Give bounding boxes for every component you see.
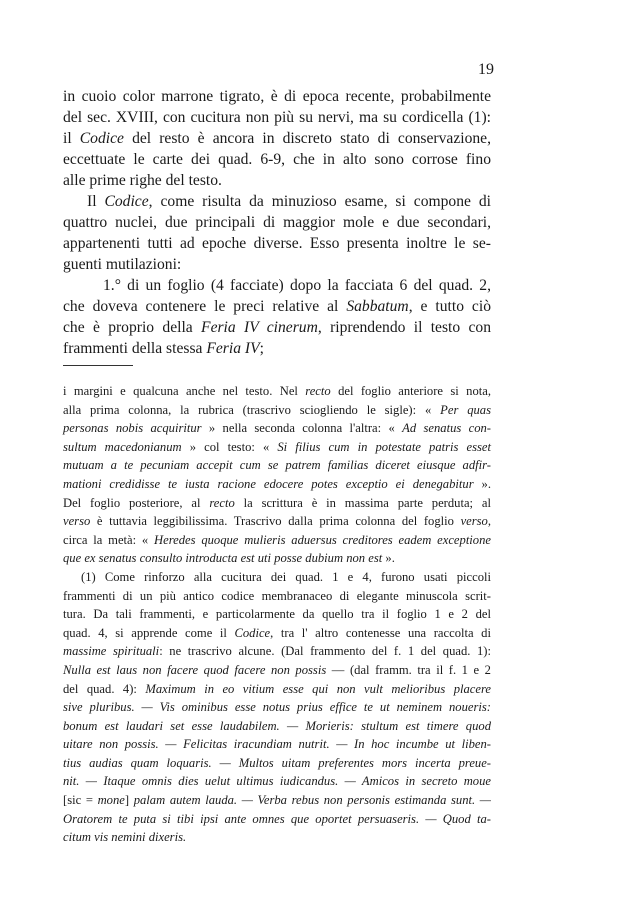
italic-run: que ex senatus consulto introducta est uti posse dubium non est: [63, 551, 383, 566]
italic-run: Per quas: [440, 402, 491, 417]
note-line: [63, 531, 491, 550]
italic-run: mationi credidisse te iusta racione edocere potes exceptio ei denegabitur: [63, 476, 474, 491]
main-line: [63, 191, 491, 212]
text-run: , tra l' altro contenesse una raccolta di: [270, 625, 491, 640]
text-run: del sec. XVIII, con cucitura non più su nervi, ma su cordicella (1):: [63, 109, 491, 126]
italic-run: tius audias quam loquaris. — Multos uitam preferentes mors incerta preue-: [63, 755, 491, 770]
text-run: » col testo: «: [181, 439, 278, 454]
italic-run: recto: [305, 384, 331, 398]
text-run: , riprendendo il testo con: [317, 319, 491, 336]
text-run: circa la metà: «: [63, 532, 155, 547]
italic-run: citum vis nemini dixeris.: [63, 830, 187, 845]
main-line: [63, 149, 491, 170]
text-run: alle prime righe del testo.: [63, 172, 222, 189]
note-line: [63, 568, 491, 587]
text-run: frammenti di un più antico codice membranaceo di elegante minuscola scrit-: [63, 588, 491, 603]
note-line: [63, 456, 491, 475]
main-line: [63, 86, 491, 107]
note-line: [63, 438, 491, 457]
note-line: [63, 587, 491, 606]
text-run: » nella seconda colonna l'altra: «: [201, 421, 403, 436]
text-run: , come risulta da minuzioso esame, si compone di: [148, 193, 491, 210]
footnote-rule: [63, 365, 133, 366]
text-run: (1) Come rinforzo alla cucitura dei quad. 1 e 4, furono usati piccoli: [81, 569, 491, 584]
main-line: [63, 296, 491, 317]
italic-run: Codice: [104, 193, 149, 210]
note-line: [63, 772, 491, 791]
italic-run: massime spirituali: [63, 644, 160, 659]
note-line: [63, 791, 491, 810]
italic-run: Ad senatus con-: [402, 421, 492, 436]
text-run: eccettuate le carte dei quad. 6-9, che in alto sono corrose fino: [63, 151, 491, 168]
note-line: [63, 512, 491, 531]
text-run: il: [63, 130, 80, 147]
italic-run: bonum est laudari set esse laudabilem. — Morieris: stultum est timere quod: [63, 718, 491, 733]
note-line: [63, 828, 491, 847]
italic-run: sultum macedonianum: [63, 439, 182, 454]
text-run: appartenenti tutti ad epoche diverse. Esso presenta inoltre le se-: [63, 235, 491, 252]
italic-run: Heredes quoque mulieris aduersus creditores eadem exceptione: [154, 532, 491, 547]
italic-run: personas nobis acquiritur: [63, 421, 202, 436]
italic-run: Codice: [79, 130, 124, 147]
main-line: [63, 128, 491, 149]
note-line: [63, 754, 491, 773]
italic-run: mone: [97, 793, 125, 808]
italic-run: Sabbatum: [346, 298, 409, 315]
italic-run: recto: [209, 495, 235, 510]
note-line: [63, 661, 491, 680]
text-run: quattro nuclei, due principali di maggior mole e due secondari,: [63, 214, 491, 231]
text-run: — (dal framm. tra il f. 1 e 2: [326, 662, 491, 677]
note-line: [63, 605, 491, 624]
page-number: 19: [478, 61, 494, 78]
text-run: 1.° di un foglio (4 facciate) dopo la facciata 6 del quad. 2,: [103, 277, 491, 294]
italic-run: Si filius cum in potestate patris esset: [277, 439, 491, 454]
main-line: [63, 338, 491, 359]
text-run: quad. 4, si apprende come il: [63, 625, 235, 640]
main-line: [63, 212, 491, 233]
note-line: [63, 401, 491, 420]
italic-run: Codice: [234, 625, 271, 640]
note-line: [63, 680, 491, 699]
text-run: del quad. 4):: [63, 681, 146, 696]
italic-run: verso: [460, 514, 488, 529]
note-line: [63, 494, 491, 513]
footnotes: [63, 382, 491, 847]
note-line: [63, 475, 491, 494]
text-run: tura. Da tali frammenti, e particolarmente da quello tra il foglio 1 e 2 del: [63, 607, 491, 622]
italic-run: Nulla est laus non facere quod facere non possis: [63, 662, 327, 677]
italic-run: mutuam a te pecuniam accepit cum se patrem familias diceret eiusque adfir-: [63, 458, 491, 473]
note-line: [63, 624, 491, 643]
note-line: [63, 382, 491, 401]
text-run: guenti mutilazioni:: [63, 256, 182, 273]
note-line: [63, 735, 491, 754]
main-line: [63, 107, 491, 128]
main-line: [63, 233, 491, 254]
text-run: ;: [259, 340, 264, 357]
text-run: in cuoio color marrone tigrato, è di epoca recente, probabilmente: [63, 88, 491, 105]
italic-run: Feria IV: [206, 340, 260, 357]
text-run: i margini e qualcuna anche nel testo. Nel: [63, 384, 306, 398]
italic-run: nit. — Itaque omnis dies uelut ultimus iudicandus. — Amicos in secreto moue: [63, 774, 491, 789]
text-run: ».: [473, 476, 491, 491]
italic-run: uitare non possis. — Felicitas iracundiam nutrit. — In hoc incumbe ut liben-: [63, 737, 491, 752]
note-line: [63, 810, 491, 829]
text-run: del foglio anteriore si nota,: [330, 384, 491, 398]
text-run: , e tutto ciò: [408, 298, 491, 315]
note-line: [63, 549, 491, 568]
text-run: [sic =: [63, 793, 98, 808]
italic-run: Feria IV cinerum: [201, 319, 318, 336]
italic-run: sive pluribus. — Vis ominibus esse notus prius effice te ut neminem noueris:: [63, 700, 491, 715]
main-line: [63, 254, 491, 275]
text-run: frammenti della stessa: [63, 340, 207, 357]
text-run: del resto è ancora in discreto stato di conservazione,: [123, 130, 491, 147]
text-run: ,: [487, 514, 491, 529]
text-run: alla prima colonna, la rubrica (trascrivo sciogliendo le sigle): «: [63, 402, 441, 417]
italic-run: verso: [63, 514, 91, 529]
note-line: [63, 717, 491, 736]
text-run: che è proprio della: [63, 319, 202, 336]
text-run: Del foglio posteriore, al: [63, 495, 210, 510]
text-run: è tuttavia leggibilissima. Trascrivo dalla prima colonna del foglio: [90, 514, 461, 529]
main-line: [63, 275, 491, 296]
italic-run: palam autem lauda. — Verba rebus non personis estimanda sunt. —: [133, 793, 491, 808]
italic-run: Oratorem te puta si tibi ipsi ante omnes que oportet persuaseris. — Quod ta-: [63, 811, 491, 826]
text-run: ]: [124, 793, 134, 808]
text-run: ».: [382, 551, 395, 566]
note-line: [63, 698, 491, 717]
text-run: Il: [87, 193, 105, 210]
text-run: : ne trascrivo alcune. (Dal frammento del f. 1 del quad. 1):: [159, 644, 492, 659]
main-line: [63, 317, 491, 338]
main-line: [63, 170, 491, 191]
note-line: [63, 419, 491, 438]
text-run: che doveva contenere le preci relative al: [63, 298, 347, 315]
main-text: [63, 86, 491, 359]
italic-run: Maximum in eo vitium esse qui non vult melioribus placere: [145, 681, 491, 696]
note-line: [63, 642, 491, 661]
text-run: la scrittura è in massima parte perduta; al: [234, 495, 491, 510]
